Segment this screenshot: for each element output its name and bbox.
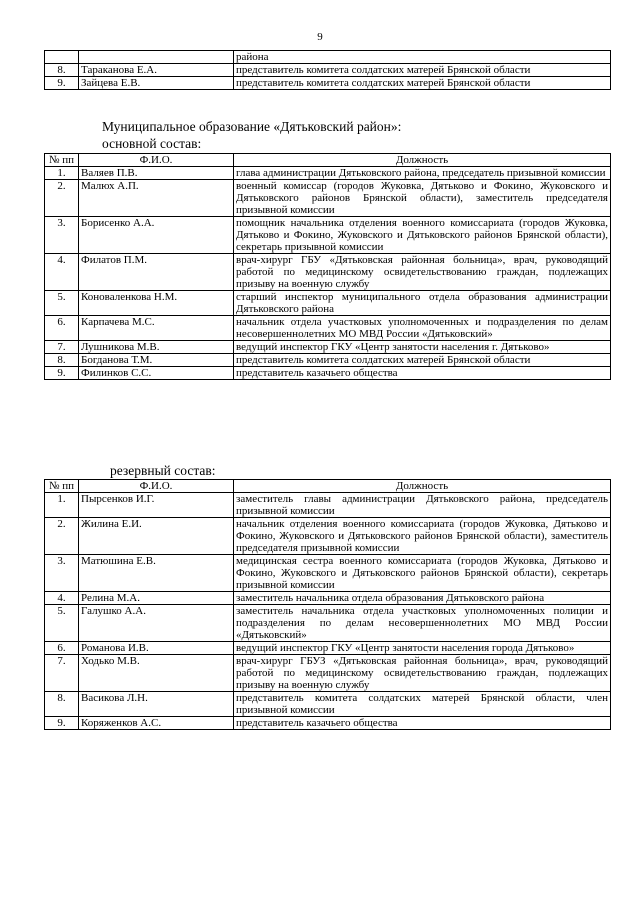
row-number: 1. xyxy=(45,493,79,518)
row-number: 4. xyxy=(45,254,79,291)
row-number: 8. xyxy=(45,354,79,367)
member-name: Васикова Л.Н. xyxy=(79,692,234,717)
member-position: представитель казачьего общества xyxy=(234,717,611,730)
table-row xyxy=(45,51,611,64)
table-row xyxy=(45,291,611,316)
table-row xyxy=(45,518,611,555)
member-name: Ходько М.В. xyxy=(79,655,234,692)
member-position: медицинская сестра военного комиссариата (городов Жуковка, Дятьково и Фокино, Жуковского и Дятьковского районов Брянской области), секретарь призывной комиссии xyxy=(234,555,611,592)
row-number: 4. xyxy=(45,592,79,605)
member-name: Тараканова Е.А. xyxy=(79,64,234,77)
main-composition-heading: основной состав: xyxy=(102,136,202,151)
member-position: заместитель главы администрации Дятьковского района, председатель призывной комиссии xyxy=(234,493,611,518)
member-position: представитель казачьего общества xyxy=(234,367,611,380)
row-number: 3. xyxy=(45,217,79,254)
table-row xyxy=(45,64,611,77)
row-number: 2. xyxy=(45,518,79,555)
row-number: 5. xyxy=(45,291,79,316)
member-position: военный комиссар (городов Жуковка, Дятьково и Фокино, Жуковского и Дятьковского районов Брянской области), заместитель председателя призывной комиссии xyxy=(234,180,611,217)
table-row xyxy=(45,642,611,655)
member-name: Валяев П.В. xyxy=(79,167,234,180)
table-row xyxy=(45,77,611,90)
municipality-heading: Муниципальное образование «Дятьковский район»: xyxy=(102,119,402,134)
table-row xyxy=(45,354,611,367)
member-position: старший инспектор муниципального отдела образования администрации Дятьковского района xyxy=(234,291,611,316)
table-row xyxy=(45,167,611,180)
member-name: Романова И.В. xyxy=(79,642,234,655)
member-name: Карпачева М.С. xyxy=(79,316,234,341)
row-number: 9. xyxy=(45,717,79,730)
member-name: Богданова Т.М. xyxy=(79,354,234,367)
row-number: 8. xyxy=(45,64,79,77)
member-position: представитель комитета солдатских матерей Брянской области, член призывной комиссии xyxy=(234,692,611,717)
member-position: представитель комитета солдатских матерей Брянской области xyxy=(234,354,611,367)
member-name: Коряженков А.С. xyxy=(79,717,234,730)
header-position: Должность xyxy=(234,480,611,493)
member-name: Галушко А.А. xyxy=(79,605,234,642)
row-number: 9. xyxy=(45,77,79,90)
table-row xyxy=(45,592,611,605)
continuation-table xyxy=(44,50,611,90)
member-name: Малюх А.П. xyxy=(79,180,234,217)
table-row xyxy=(45,717,611,730)
member-position: ведущий инспектор ГКУ «Центр занятости населения города Дятьково» xyxy=(234,642,611,655)
table-row xyxy=(45,555,611,592)
table-row xyxy=(45,217,611,254)
row-number: 1. xyxy=(45,167,79,180)
member-position: врач-хирург ГБУ «Дятьковская районная больница», врач, руководящий работой по медицинскому освидетельствованию граждан, подлежащих призыву на военную службу xyxy=(234,254,611,291)
member-name xyxy=(79,51,234,64)
member-position: заместитель начальника отдела образования Дятьковского района xyxy=(234,592,611,605)
member-position: начальник отделения военного комиссариата (городов Жуковка, Дятьково и Фокино, Жуковского и Дятьковского районов Брянской области), заместитель председателя призывной комиссии xyxy=(234,518,611,555)
table-row xyxy=(45,341,611,354)
row-number: 3. xyxy=(45,555,79,592)
member-name: Борисенко А.А. xyxy=(79,217,234,254)
table-row xyxy=(45,254,611,291)
table-header-row xyxy=(45,480,611,493)
table-row xyxy=(45,655,611,692)
page-number: 9 xyxy=(317,31,323,43)
member-name: Филинков С.С. xyxy=(79,367,234,380)
row-number: 5. xyxy=(45,605,79,642)
member-position: глава администрации Дятьковского района, председатель призывной комиссии xyxy=(234,167,611,180)
member-name: Жилина Е.И. xyxy=(79,518,234,555)
reserve-composition-table xyxy=(44,479,611,730)
table-row xyxy=(45,316,611,341)
header-number: № пп xyxy=(45,480,79,493)
table-row xyxy=(45,605,611,642)
row-number: 7. xyxy=(45,341,79,354)
row-number: 8. xyxy=(45,692,79,717)
table-row xyxy=(45,493,611,518)
table-row xyxy=(45,180,611,217)
member-position: помощник начальника отделения военного комиссариата (городов Жуковка, Дятьково и Фокино, Жуковского и Дятьковского районов Брянской области), секретарь призывной комиссии xyxy=(234,217,611,254)
member-position: начальник отдела участковых уполномоченных и подразделения по делам несовершеннолетних МО МВД России «Дятьковский» xyxy=(234,316,611,341)
member-name: Матюшина Е.В. xyxy=(79,555,234,592)
row-number: 7. xyxy=(45,655,79,692)
member-name: Коноваленкова Н.М. xyxy=(79,291,234,316)
row-number: 9. xyxy=(45,367,79,380)
member-name: Зайцева Е.В. xyxy=(79,77,234,90)
member-position: заместитель начальника отдела участковых уполномоченных полиции и подразделения по делам несовершеннолетних МО МВД России «Дятьковский» xyxy=(234,605,611,642)
member-name: Филатов П.М. xyxy=(79,254,234,291)
member-position: представитель комитета солдатских матерей Брянской области xyxy=(234,77,611,90)
member-name: Пырсенков И.Г. xyxy=(79,493,234,518)
row-number: 2. xyxy=(45,180,79,217)
header-position: Должность xyxy=(234,154,611,167)
table-row xyxy=(45,692,611,717)
header-name: Ф.И.О. xyxy=(79,480,234,493)
member-name: Релина М.А. xyxy=(79,592,234,605)
member-position: представитель комитета солдатских матерей Брянской области xyxy=(234,64,611,77)
member-position: врач-хирург ГБУЗ «Дятьковская районная больница», врач, руководящий работой по медицинскому освидетельствованию граждан, подлежащих призыву на военную службу xyxy=(234,655,611,692)
reserve-composition-heading: резервный состав: xyxy=(110,463,216,478)
header-number: № пп xyxy=(45,154,79,167)
row-number xyxy=(45,51,79,64)
table-header-row xyxy=(45,154,611,167)
member-position: района xyxy=(234,51,611,64)
member-position: ведущий инспектор ГКУ «Центр занятости населения г. Дятьково» xyxy=(234,341,611,354)
row-number: 6. xyxy=(45,642,79,655)
header-name: Ф.И.О. xyxy=(79,154,234,167)
table-row xyxy=(45,367,611,380)
row-number: 6. xyxy=(45,316,79,341)
member-name: Лушникова М.В. xyxy=(79,341,234,354)
main-composition-table xyxy=(44,153,611,380)
